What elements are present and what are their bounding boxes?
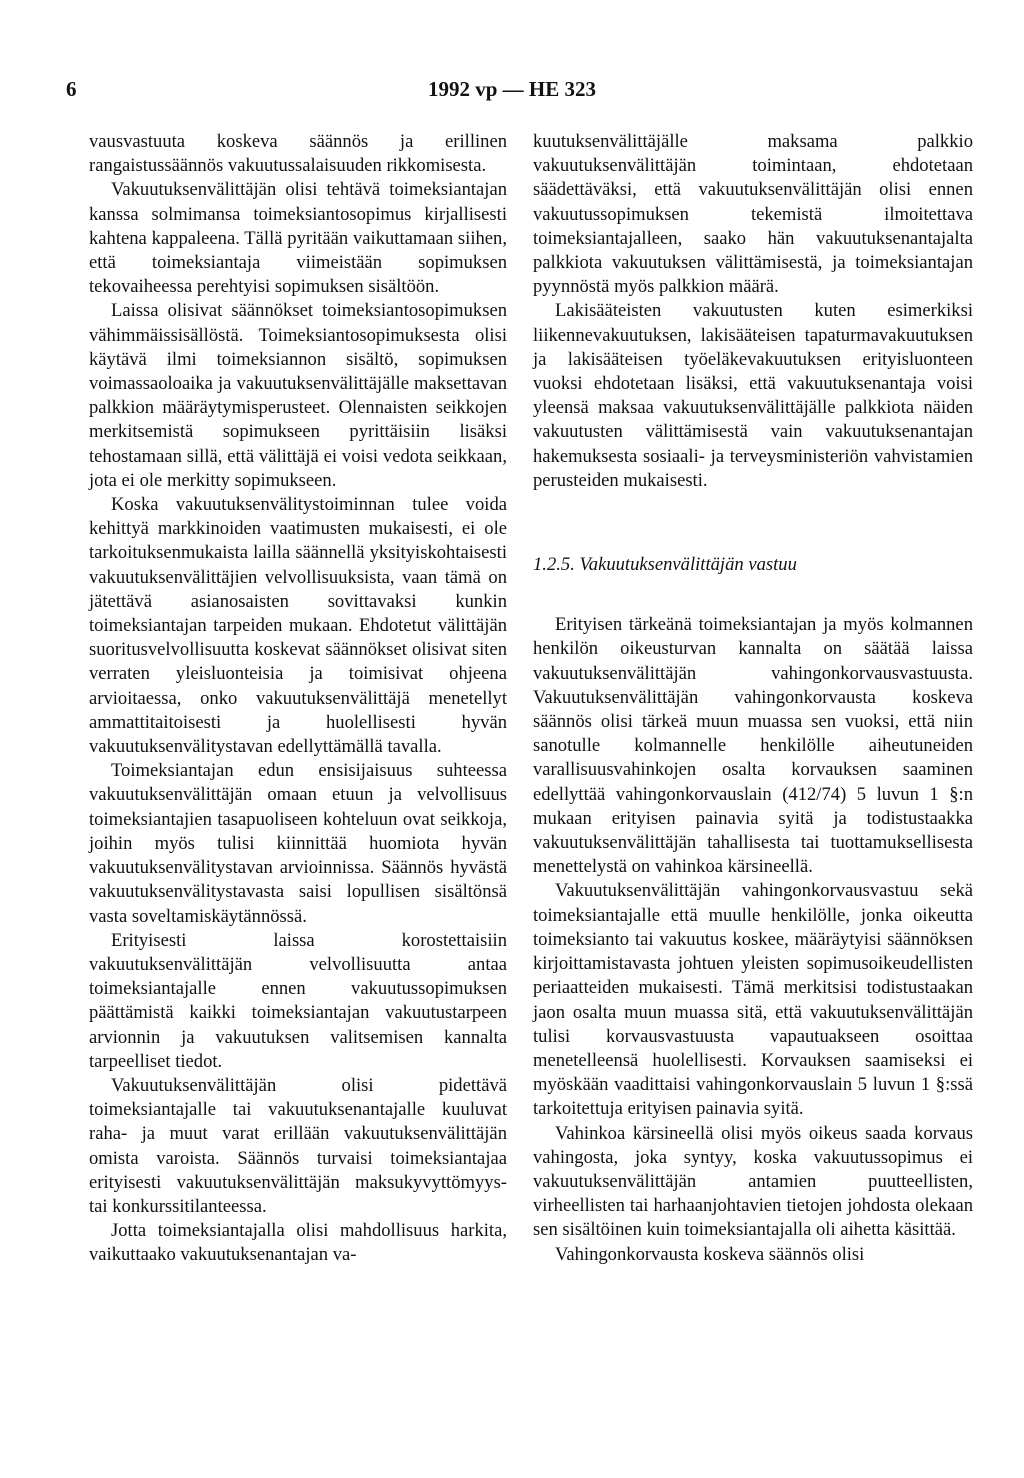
paragraph: Vakuutuksenvälittäjän olisi tehtävä toimeksiantajan kanssa solmimansa toimeksiantosopimus kirjallisesti kahtena kappaleena. Tällä pyritään vaikuttamaan siihen, että toimeksiantaja viimeistään sopimuksen tekovaiheessa perehtyisi sopimuksen sisältöön. (89, 179, 507, 298)
page-number: 6 (66, 77, 77, 101)
paragraph: Erityisesti laissa korostettaisiin vakuutuksenvälittäjän velvollisuutta antaa toimeksiantajalle ennen vakuutussopimuksen päättämistä kaikki toimeksiantajan vakuutustarpeen arvionnin ja vakuutuksen valitsemisen kannalta tarpeelliset tiedot. (89, 929, 507, 1072)
paragraph: Vakuutuksenvälittäjän vahingonkorvausvastuu sekä toimeksiantajalle että muulle henkilölle, jonka oikeutta toimeksianto tai vakuutus koskee, määräytyisi säännöksen kirjoittamistavasta johtuen yleisten sopimusoikeudellisten periaatteiden mukaisesti. Tämä merkitsisi todistustaakan jaon osalta muun muassa sitä, että vakuutuksenvälittäjän tulisi korvausvastuusta vapautuakseen osoittaa menetelleensä huolellisesti. Korvauksen saamiseksi ei myöskään vaadittaisi vahingonkorvauslain 5 luvun 1 §:ssä tarkoitettuja erityisen painavia syitä. (533, 880, 973, 1120)
paragraph: Erityisen tärkeänä toimeksiantajan ja myös kolmannen henkilön oikeusturvan kannalta on säätää laissa vakuutuksenvälittäjän vahingonkorvausvastuusta. Vakuutuksenvälittäjän vahingonkorvausta koskeva säännös olisi tärkeä muun muassa sen vuoksi, että niin sanotulle kolmannelle henkilölle aiheutuneiden varallisuusvahinkojen osalta korvauksen saaminen edellyttää vahingonkorvauslain (412/74) 5 luvun 1 §:n mukaan erityisen painavia syitä ja todistustaakka vakuutuksenvälittäjän tahallisesta tai tuottamuksellisesta menettelystä on vahinkoa kärsineellä. (533, 614, 973, 878)
page-header-title: 1992 vp — HE 323 (427, 77, 597, 101)
paragraph: Laissa olisivat säännökset toimeksiantosopimuksen vähimmäissisällöstä. Toimeksiantosopimuksesta olisi käytävä ilmi toimeksiannon sisältö, sopimuksen voimassaoloaika ja vakuutuksenvälittäjälle maksettavan palkkion määräytymisperusteet. Olennaisten seikkojen merkitsemistä sopimukseen pyrittäisiin lisäksi tehostamaan sillä, että välittäjä ei voisi vedota seikkaan, jota ei ole merkitty sopimukseen. (89, 300, 507, 491)
paragraph: Toimeksiantajan edun ensisijaisuus suhteessa vakuutuksenvälittäjän omaan etuun ja velvollisuus toimeksiantajien tasapuoliseen kohteluun ovat seikkoja, joihin myös tulisi kiinnittää huomiota hyvän vakuutuksenvälitystavan arvioinnissa. Säännös hyvästä vakuutuksenvälitystavasta saisi lopullisen sisältönsä vasta soveltamiskäytännössä. (89, 760, 507, 927)
paragraph: Vahingonkorvausta koskeva säännös olisi (555, 1243, 865, 1265)
paragraph: kuutuksenvälittäjälle maksama palkkio vakuutuksenvälittäjän toimintaan, ehdotetaan säädettäväksi, että vakuutuksenvälittäjän olisi ennen vakuutussopimuksen tekemistä ilmoitettava toimeksiantajalleen, saako hän vakuutuksenantajalta palkkiota vakuutuksen välittämisestä, ja toimeksiantajan pyynnöstä myös palkkion määrä. (533, 131, 973, 298)
paragraph: Vahinkoa kärsineellä olisi myös oikeus saada korvaus vahingosta, joka syntyy, koska vakuutussopimus ei vakuutuksenvälittäjän antamien puutteellisten, virheellisten tai harhaanjohtavien tietojen johdosta olekaan sen sisältöinen kuin toimeksiantajalla oli aihetta käsittää. (533, 1122, 973, 1241)
paragraph: Jotta toimeksiantajalla olisi mahdollisuus harkita, vaikuttaako vakuutuksenantajan va- (89, 1220, 507, 1266)
paragraph: Vakuutuksenvälittäjän olisi pidettävä toimeksiantajalle tai vakuutuksenantajalle kuuluvat raha- ja muut varat erillään vakuutuksenvälittäjän omista varoista. Säännös turvaisi toimeksiantajaa erityisesti vakuutuksenvälittäjän maksukyvyttömyys- tai konkurssitilanteessa. (89, 1074, 507, 1217)
paragraph: vausvastuuta koskeva säännös ja erillinen rangaistussäännös vakuutussalaisuuden rikkomisesta. (89, 131, 507, 177)
paragraph: Lakisääteisten vakuutusten kuten esimerkiksi liikennevakuutuksen, lakisääteisen tapaturmavakuutuksen ja lakisääteisen työeläkevakuutuksen erityisluonteen vuoksi ehdotetaan lisäksi, että vakuutuksenantaja voisi yleensä maksaa vakuutuksenvälittäjälle palkkiota näiden vakuutusten välittämisestä vain vakuutuksenantajan hakemuksesta sosiaali- ja terveysministeriön vahvistamien perusteiden mukaisesti. (533, 300, 973, 491)
left-column (89, 130, 507, 1268)
section-heading: 1.2.5. Vakuutuksenvälittäjän vastuu (533, 554, 797, 576)
paragraph: Koska vakuutuksenvälitystoiminnan tulee voida kehittyä markkinoiden vaatimusten mukaisesti, ei ole tarkoituksenmukaista lailla säännellä yksityiskohtaisesti vakuutuksenvälittäjien velvollisuuksista, vaan tämä on jätettävä asianosaisten sovittavaksi kunkin toimeksiantajan tarpeiden mukaan. Ehdotetut välittäjän suoritusvelvollisuutta koskevat säännökset olisivat siten verraten yleisluonteisia ja toimisivat ohjeena arvioitaessa, onko vakuutuksenvälittäjä menetellyt ammattitaitoisesti ja huolellisesti hyvän vakuutuksenvälitystavan edellyttämällä tavalla. (89, 494, 507, 758)
right-column (533, 130, 973, 1267)
